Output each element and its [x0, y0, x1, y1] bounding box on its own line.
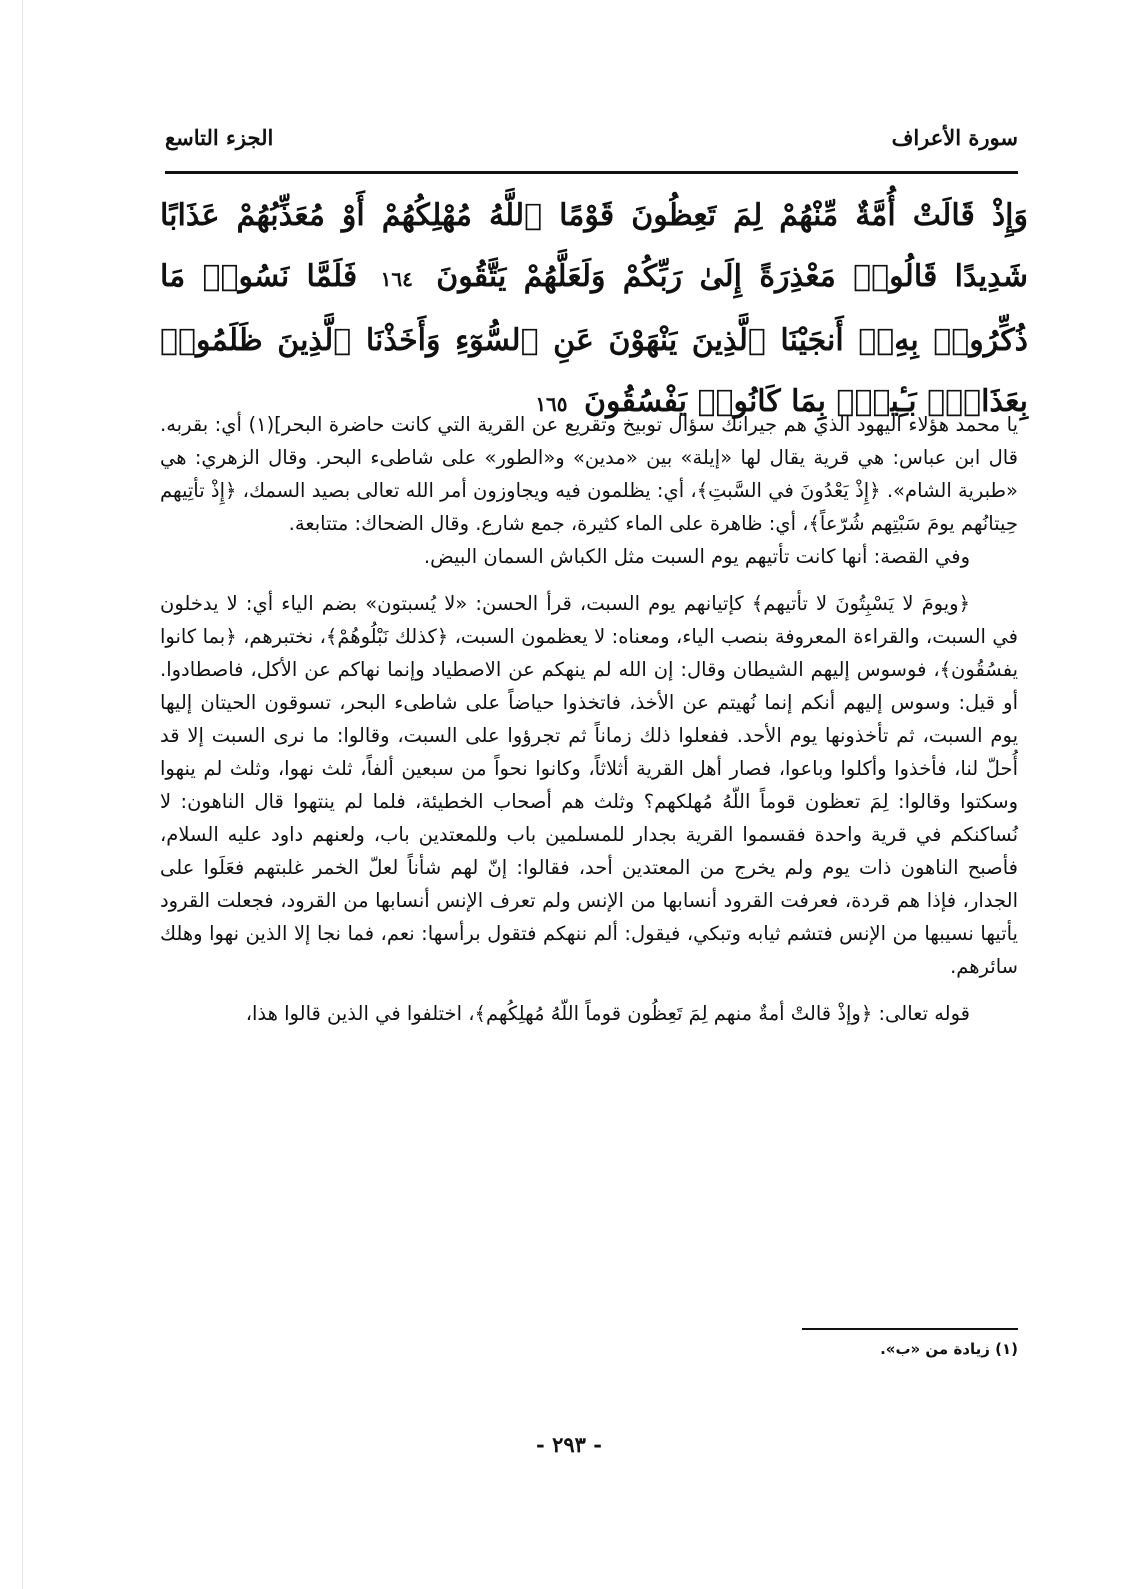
verse-line: وَإِذْ قَالَتْ أُمَّةٌ مِّنْهُمْ لِمَ تَعِظُونَ قَوْمًا ٱللَّهُ مُهْلِكُهُمْ أَوْ مُعَذِّبُهُمْ عَذَابًا شَدِيدًا قَالُوا۟ مَعْذِرَةً [160, 198, 1028, 294]
footnote: (١) زيادة من «ب». [880, 1340, 1018, 1358]
running-header [165, 125, 1018, 165]
paragraph: ﴿ويومَ لا يَسْبِتُونَ لا تأتيهم﴾ كإتيانهم يوم السبت، قرأ الحسن: «لا يُسبتون» بضم الياء أي: لا يدخلون في السبت، والقراءة المعروفة بنصب الياء، ومعناه: لا يعظمون السبت، ﴿كذلك نَبْلُوهُمْ﴾، نختبرهم، ﴿بما كانوا يفسُقُون﴾، فوسوس إليهم الشيطان وقال: إن الله لم ينهكم عن الاصطياد وإنما نهاكم عن الأكل، فاصطادوا. أو قيل: وسوس إليهم أنكم إنما نُهيتم عن الأخذ، فاتخذوا حياضاً على شاطىء البحر، تسوقون الحيتان إليها يوم السبت، ثم تأخذونها يوم الأحد. ففعلوا ذلك زماناً ثم تجرؤوا على السبت، وقالوا: ما نرى السبت إلا قد أُحلّ لنا، فأخذوا وأكلوا وباعوا، فصار أهل القرية أثلاثاً، وكانوا نحواً من سبعين ألفاً، ثلث نهوا، وثلث لم ينهوا وسكتوا وقالوا: لِمَ تعظون قوماً اللّهُ مُهلكهم؟ وثلث هم أصحاب الخطيئة، فلما لم ينتهوا قال الناهون: لا نُساكنكم في قرية واحدة فقسموا القرية بجدار للمسلمين باب وللمعتدين باب، ولعنهم داود عليه السلام، فأصبح الناهون ذات يوم ولم يخرج من المعتدين أحد، فقالوا: إنّ لهم شأناً لعلّ الخمر غلبتهم فعَلَوا على الجدار، فإذا هم قردة، فعرفت القرود أنسابها من الإنس ولم تعرف الإنس أنسابها من القرود، فجعلت القرود يأتيها نسيبها من الإنس فتشم ثيابه وتبكي، فيقول: ألم ننهكم فتقول برأسها: نعم، فما نجا إلا الذين نهوا وهلك سائرهم. [160, 592, 1018, 978]
quran-verses [160, 185, 1028, 435]
juz-title: الجزء التاسع [165, 125, 274, 150]
verse-number-164: ١٦٤ [380, 267, 413, 291]
surah-title: سورة الأعراف [891, 125, 1018, 150]
verse-line: إِلَىٰ رَبِّكُمْ وَلَعَلَّهُمْ يَتَّقُونَ [436, 259, 742, 294]
scan-edge [22, 0, 23, 1589]
verse-number-165: ١٦٥ [535, 392, 568, 416]
verse-line: فَلَمَّا نَسُوا۟ مَا ذُكِّرُوا۟ بِهِۦٓ أَنجَيْنَا ٱلَّذِينَ يَنْهَوْنَ عَنِ ٱلسُّوٓءِ [160, 259, 1028, 358]
page-number: - ٢٩٣ - [536, 1432, 602, 1457]
verse-line: وَأَخَذْنَا ٱلَّذِينَ ظَلَمُوا۟ بِعَذَابٍۭ بَـِٔيسٍۭ بِمَا كَانُوا۟ يَفْسُقُونَ [160, 323, 1028, 419]
footnote-rule [802, 1328, 1018, 1330]
header-rule [165, 171, 1018, 174]
commentary [160, 408, 1018, 1030]
paragraph: يا محمد هؤلاء اليهود الذي هم جيرانك سؤال توبيخ وتقريع عن القرية التي كانت حاضرة البحر](١) أي: بقربه. قال ابن عباس: هي قرية يقال لها «إيلة» بين «مدين» و«الطور» على شاطىء البحر. وقال الزهري: هي «طبرية الشام». ﴿إِذْ يَعْدُونَ في السَّبتِ﴾، أي: يظلمون فيه ويجاوزون أمر الله تعالى بصيد السمك، ﴿إِذْ تأتِيهم حِيتانُهم يومَ سَبْتِهم شُرّعاً﴾، أي: ظاهرة على الماء كثيرة، جمع شارع. وقال الضحاك: متتابعة. [160, 413, 1018, 535]
paragraph: وفي القصة: أنها كانت تأتيهم يوم السبت مثل الكباش السمان البيض. [423, 545, 970, 568]
paragraph: قوله تعالى: ﴿وإذْ قالتْ أمةٌ منهم لِمَ تَعِظُون قوماً اللّهُ مُهلِكُهم﴾، اختلفوا في الذين قالوا هذا، [245, 1002, 970, 1025]
